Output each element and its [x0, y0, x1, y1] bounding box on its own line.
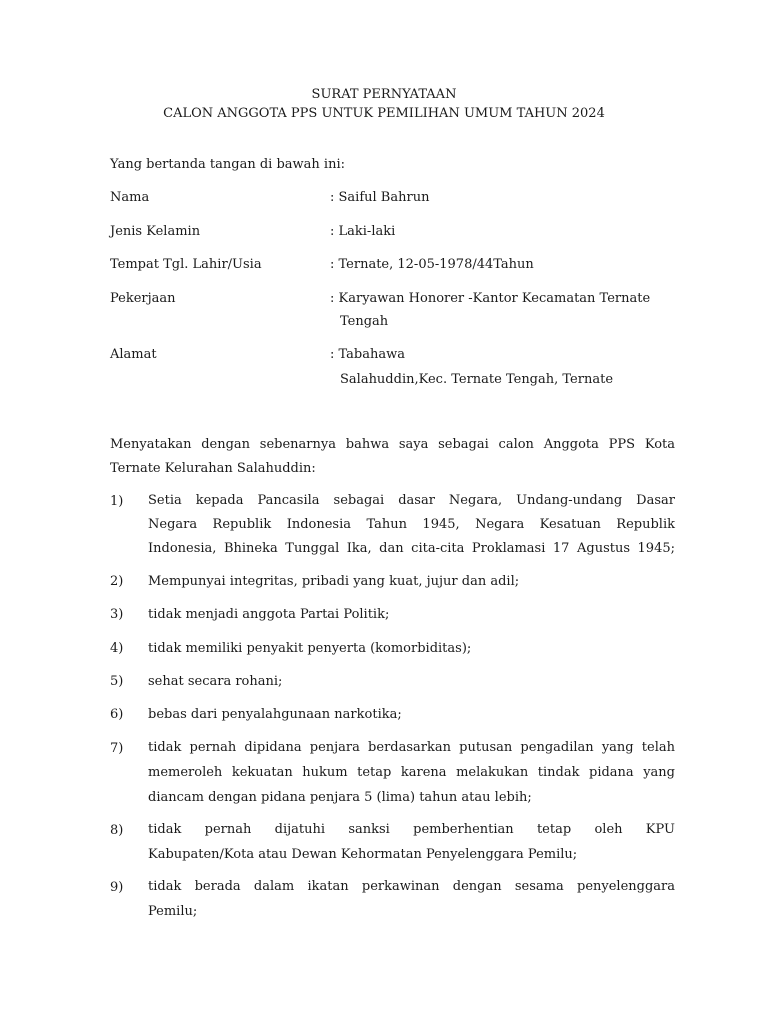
- field-value-nama: : Saiful Bahrun: [330, 190, 430, 205]
- field-value-ttl: : Ternate, 12-05-1978/44Tahun: [330, 257, 534, 272]
- document-title: SURAT PERNYATAAN: [311, 87, 457, 102]
- item-number-1: 1): [110, 494, 124, 509]
- item-1-line-1: Setia kepada Pancasila sebagai dasar Negara, Undang-undang Dasar: [148, 493, 675, 508]
- statement-line-2: Ternate Kelurahan Salahuddin:: [110, 461, 316, 476]
- field-label-nama: Nama: [110, 190, 150, 205]
- item-6-line-1: bebas dari penyalahgunaan narkotika;: [148, 707, 402, 722]
- item-5-line-1: sehat secara rohani;: [148, 674, 283, 689]
- item-number-2: 2): [110, 574, 124, 589]
- field-value-alamat-cont: Salahuddin,Kec. Ternate Tengah, Ternate: [340, 372, 614, 387]
- item-9-line-2: Pemilu;: [148, 904, 198, 919]
- field-label-jenis-kelamin: Jenis Kelamin: [110, 224, 201, 239]
- field-value-alamat: : Tabahawa: [330, 347, 405, 362]
- item-7-line-2: memeroleh kekuatan hukum tetap karena melakukan tindak pidana yang: [148, 765, 675, 780]
- item-1-line-2: Negara Republik Indonesia Tahun 1945, Negara Kesatuan Republik: [148, 517, 675, 532]
- field-label-ttl: Tempat Tgl. Lahir/Usia: [110, 257, 262, 272]
- item-3-line-1: tidak menjadi anggota Partai Politik;: [148, 607, 390, 622]
- item-number-7: 7): [110, 741, 124, 756]
- item-7-line-1: tidak pernah dipidana penjara berdasarkan putusan pengadilan yang telah: [148, 740, 675, 755]
- field-label-pekerjaan: Pekerjaan: [110, 291, 176, 306]
- statement-line-1: Menyatakan dengan sebenarnya bahwa saya sebagai calon Anggota PPS Kota: [110, 437, 675, 452]
- item-7-line-3: diancam dengan pidana penjara 5 (lima) tahun atau lebih;: [148, 790, 532, 805]
- field-value-jenis-kelamin: : Laki-laki: [330, 224, 396, 239]
- item-number-9: 9): [110, 880, 124, 895]
- item-4-line-1: tidak memiliki penyakit penyerta (komorbiditas);: [148, 641, 472, 656]
- item-number-6: 6): [110, 707, 124, 722]
- item-number-5: 5): [110, 674, 124, 689]
- item-8-line-2: Kabupaten/Kota atau Dewan Kehormatan Penyelenggara Pemilu;: [148, 847, 578, 862]
- document-subtitle: CALON ANGGOTA PPS UNTUK PEMILIHAN UMUM TAHUN 2024: [163, 106, 605, 121]
- intro-text: Yang bertanda tangan di bawah ini:: [110, 157, 345, 172]
- field-value-pekerjaan-cont: Tengah: [340, 314, 389, 329]
- item-number-4: 4): [110, 641, 124, 656]
- item-2-line-1: Mempunyai integritas, pribadi yang kuat, jujur dan adil;: [148, 574, 520, 589]
- item-8-line-1: tidak pernah dijatuhi sanksi pemberhentian tetap oleh KPU: [148, 822, 675, 837]
- item-number-8: 8): [110, 823, 124, 838]
- field-label-alamat: Alamat: [110, 347, 157, 362]
- item-number-3: 3): [110, 607, 124, 622]
- item-1-line-3: Indonesia, Bhineka Tunggal Ika, dan cita-cita Proklamasi 17 Agustus 1945;: [148, 541, 675, 556]
- item-9-line-1: tidak berada dalam ikatan perkawinan dengan sesama penyelenggara: [148, 879, 675, 894]
- field-value-pekerjaan: : Karyawan Honorer -Kantor Kecamatan Ternate: [330, 291, 651, 306]
